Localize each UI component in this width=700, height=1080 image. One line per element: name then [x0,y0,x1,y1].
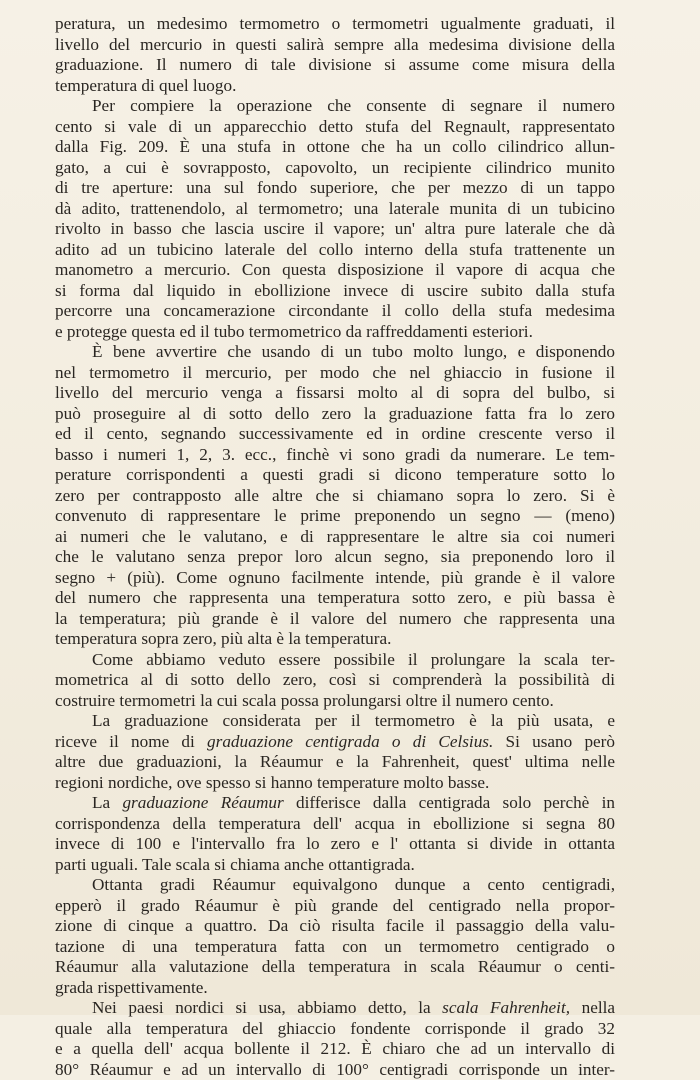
text-line: dalla Fig. 209. È una stufa in ottone che ha un collo cilindrico allun- [55,137,615,158]
text-line: Ottanta gradi Réaumur equivalgono dunque a cento centigradi, [55,875,615,896]
paragraph [55,96,615,342]
page-text-body [55,14,615,1080]
text-line: riceve il nome di graduazione centigrada o di Celsius. Si usano però [55,732,615,753]
text-line: che le valutano senza prepor loro alcun segno, sia preponendo loro il [55,547,615,568]
text-line: e protegge questa ed il tubo termometrico da raffreddamenti esteriori. [55,322,615,343]
text-line: e a quella dell' acqua bollente il 212. È chiaro che ad un intervallo di [55,1039,615,1060]
text-line: Réaumur alla valutazione della temperatura in scala Réaumur o centi- [55,957,615,978]
text-line: dà adito, trattenendolo, al termometro; una laterale munita di un tubicino [55,199,615,220]
text-line: temperatura sopra zero, più alta è la temperatura. [55,629,615,650]
paragraph [55,875,615,998]
text-line: La graduazione considerata per il termometro è la più usata, e [55,711,615,732]
text-line: grada rispettivamente. [55,978,615,999]
text-line: La graduazione Réaumur differisce dalla centigrada solo perchè in [55,793,615,814]
text-line: ed il cento, segnando successivamente ed in ordine crescente verso il [55,424,615,445]
text-line: ai numeri che le valutano, e di rappresentare le altre sia coi numeri [55,527,615,548]
text-line: zione di cinque a quattro. Da ciò risulta facile il passaggio della valu- [55,916,615,937]
text-line: mometrica al di sotto dello zero, così si comprenderà la possibilità di [55,670,615,691]
text-line: perature corrispondenti a questi gradi si dicono temperature sotto lo [55,465,615,486]
text-line: zero per contrapposto alle altre che si chiamano sopra lo zero. Si è [55,486,615,507]
text-line: manometro a mercurio. Con questa disposizione il vapore di acqua che [55,260,615,281]
text-line: gato, a cui è sovrapposto, capovolto, un recipiente cilindrico munito [55,158,615,179]
text-line: quale alla temperatura del ghiaccio fondente corrisponde il grado 32 [55,1019,615,1040]
text-line: temperatura di quel luogo. [55,76,615,97]
text-line: del numero che rappresenta una temperatura sotto zero, e più bassa è [55,588,615,609]
text-line: 80° Réaumur e ad un intervallo di 100° centigradi corrisponde un inter- [55,1060,615,1080]
text-line: graduazione. Il numero di tale divisione si assume come misura della [55,55,615,76]
text-line: Nei paesi nordici si usa, abbiamo detto, la scala Fahrenheit, nella [55,998,615,1019]
text-line: la temperatura; più grande è il valore del numero che rappresenta una [55,609,615,630]
text-line: adito ad un tubicino laterale del collo interno della stufa trattenente un [55,240,615,261]
text-line: Per compiere la operazione che consente di segnare il numero [55,96,615,117]
text-line: altre due graduazioni, la Réaumur e la Fahrenheit, quest' ultima nelle [55,752,615,773]
text-line: si forma dal liquido in ebollizione invece di uscire subito dalla stufa [55,281,615,302]
paragraph [55,650,615,712]
text-line: percorre una concamerazione circondante il collo della stufa medesima [55,301,615,322]
text-line: basso i numeri 1, 2, 3. ecc., finchè vi sono gradi da numerare. Le tem- [55,445,615,466]
text-line: convenuto di rappresentare le prime preponendo un segno — (meno) [55,506,615,527]
text-line: regioni nordiche, ove spesso si hanno temperature molto basse. [55,773,615,794]
text-line: Come abbiamo veduto essere possibile il prolungare la scala ter- [55,650,615,671]
paragraph [55,14,615,96]
text-line: può proseguire al di sotto dello zero la graduazione fatta fra lo zero [55,404,615,425]
text-line: peratura, un medesimo termometro o termometri ugualmente graduati, il [55,14,615,35]
paragraph [55,998,615,1080]
text-line: segno + (più). Come ognuno facilmente intende, più grande è il valore [55,568,615,589]
text-line: livello del mercurio in questi salirà sempre alla medesima divisione della [55,35,615,56]
text-line: costruire termometri la cui scala possa prolungarsi oltre il numero cento. [55,691,615,712]
text-line: nel termometro il mercurio, per modo che nel ghiaccio in fusione il [55,363,615,384]
text-line: È bene avvertire che usando di un tubo molto lungo, e disponendo [55,342,615,363]
text-line: di tre aperture: una sul fondo superiore, che per mezzo di un tappo [55,178,615,199]
text-line: cento si vale di un apparecchio detto stufa del Regnault, rappresentato [55,117,615,138]
paragraph [55,342,615,650]
paragraph [55,793,615,875]
text-line: parti uguali. Tale scala si chiama anche ottantigrada. [55,855,615,876]
text-line: invece di 100 e l'intervallo fra lo zero e l' ottanta si divide in ottanta [55,834,615,855]
paragraph [55,711,615,793]
text-line: rivolto in basso che lascia uscire il vapore; un' altra pure laterale che dà [55,219,615,240]
text-line: epperò il grado Réaumur è più grande del centigrado nella propor- [55,896,615,917]
text-line: livello del mercurio venga a fissarsi molto al di sopra del bulbo, si [55,383,615,404]
text-line: corrispondenza della temperatura dell' acqua in ebollizione si segna 80 [55,814,615,835]
text-line: tazione di una temperatura fatta con un termometro centigrado o [55,937,615,958]
